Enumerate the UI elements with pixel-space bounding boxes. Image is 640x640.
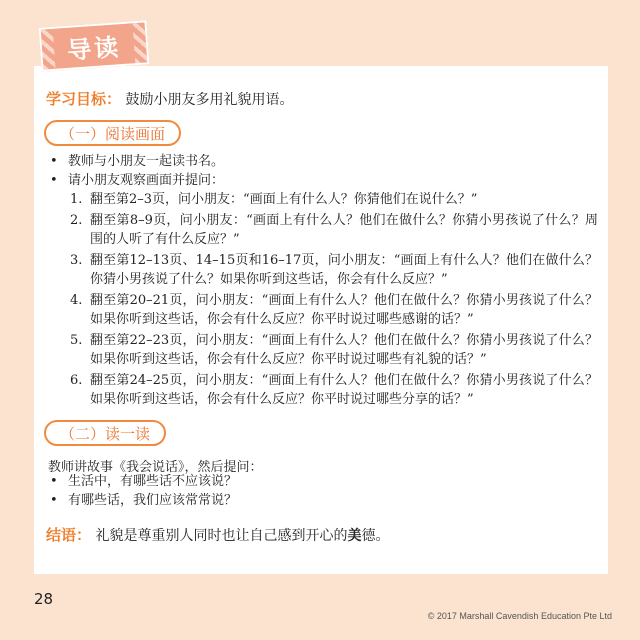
list-item xyxy=(70,211,598,249)
learning-goal-label: 学习目标： xyxy=(46,90,122,108)
section-heading-reading-label: （一）阅读画面 xyxy=(60,124,166,143)
section-heading-reading xyxy=(44,120,181,146)
bullet-text: 生活中，有哪些话不应该说？ xyxy=(68,474,238,489)
item-number: 4. xyxy=(70,293,83,308)
title-tag xyxy=(39,20,150,71)
bullet-icon: • xyxy=(50,493,58,508)
item-text: 翻至第2–3页，问小朋友：“画面上有什么人？你猜他们在说什么？” xyxy=(90,192,478,207)
page-title: 导读 xyxy=(66,32,123,65)
learning-goal-text: 鼓励小朋友多用礼貌用语。 xyxy=(125,92,294,108)
list-item xyxy=(48,171,224,190)
list-item xyxy=(70,291,598,329)
conclusion-highlight: 美 xyxy=(347,528,362,544)
list-item xyxy=(70,331,598,369)
list-item xyxy=(70,371,598,409)
conclusion-label: 结语： xyxy=(46,526,92,544)
conclusion-text-before: 礼貌是尊重别人同时也让自己感到开心的 xyxy=(95,528,348,544)
section1-bullet-list xyxy=(48,152,224,190)
item-text: 翻至第8–9页，问小朋友：“画面上有什么人？他们在做什么？你猜小男孩说了什么？周围的人听了有什么反应？” xyxy=(90,213,598,247)
item-text: 翻至第24–25页，问小朋友：“画面上有什么人？他们在做什么？你猜小男孩说了什么？如果你听到这些话，你会有什么反应？你平时说过哪些分享的话？” xyxy=(90,373,598,407)
item-number: 3. xyxy=(70,253,83,268)
page-number: 28 xyxy=(34,590,54,608)
list-item xyxy=(48,472,237,491)
conclusion xyxy=(46,524,389,545)
item-text: 翻至第20–21页，问小朋友：“画面上有什么人？他们在做什么？你猜小男孩说了什么？如果你听到这些话，你会有什么反应？你平时说过哪些感谢的话？” xyxy=(90,293,598,327)
item-number: 5. xyxy=(70,333,83,348)
bullet-icon: • xyxy=(50,154,58,169)
bullet-text: 有哪些话，我们应该常常说？ xyxy=(68,493,238,508)
section2-intro: 教师讲故事《我会说话》，然后提问： xyxy=(48,460,263,475)
list-item xyxy=(70,190,598,209)
learning-goal xyxy=(46,88,293,109)
bullet-icon: • xyxy=(50,474,58,489)
list-item xyxy=(48,152,224,171)
question-list xyxy=(70,190,598,409)
copyright-notice: © 2017 Marshall Cavendish Education Pte Ltd xyxy=(427,611,612,621)
list-item xyxy=(70,251,598,289)
list-item xyxy=(48,491,237,510)
bullet-text: 教师与小朋友一起读书名。 xyxy=(68,154,225,169)
item-text: 翻至第12–13页、14–15页和16–17页，问小朋友：“画面上有什么人？他们在做什么？你猜小男孩说了什么？如果你听到这些话，你会有什么反应？” xyxy=(90,253,598,287)
bullet-text: 请小朋友观察画面并提问： xyxy=(68,173,225,188)
item-number: 1. xyxy=(70,192,83,207)
item-number: 2. xyxy=(70,213,83,228)
conclusion-text-after: 德。 xyxy=(361,528,390,544)
section2-bullet-list xyxy=(48,472,237,510)
section-heading-read-aloud-label: （二）读一读 xyxy=(60,424,151,443)
item-text: 翻至第22–23页，问小朋友：“画面上有什么人？他们在做什么？你猜小男孩说了什么？如果你听到这些话，你会有什么反应？你平时说过哪些有礼貌的话？” xyxy=(90,333,598,367)
item-number: 6. xyxy=(70,373,83,388)
section-heading-read-aloud xyxy=(44,420,166,446)
bullet-icon: • xyxy=(50,173,58,188)
